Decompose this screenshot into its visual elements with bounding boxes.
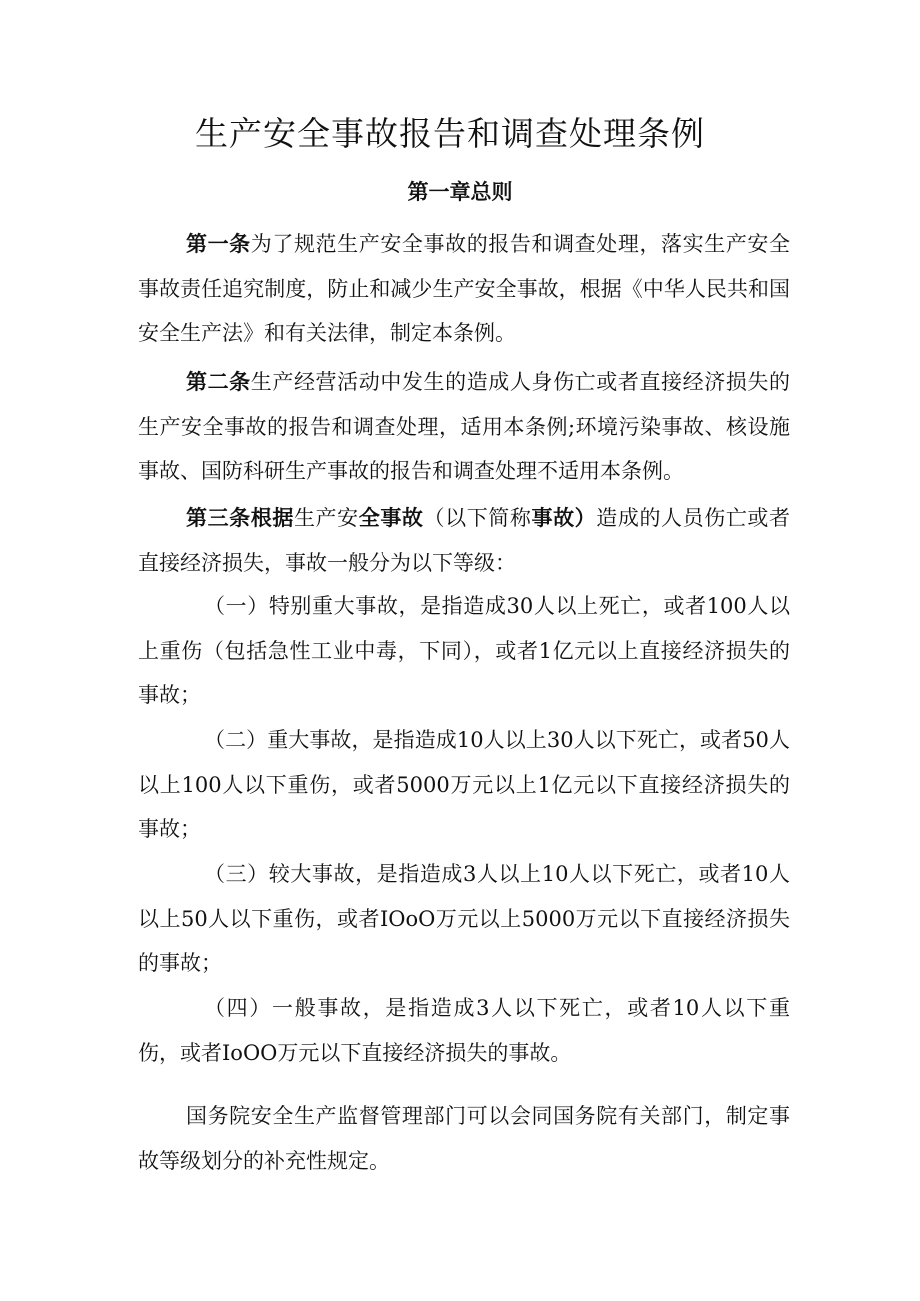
document-title: 生产安全事故报告和调查处理条例 bbox=[195, 114, 705, 153]
article-2-text: 生产经营活动中发生的造成人身伤亡或者直接经济损失的生产安全事故的报告和调查处理，适用本条例;环境污染事故、核设施事故、国防科研生产事故的报告和调查处理不适用本条例。 bbox=[138, 370, 791, 483]
article-1-label: 第一条 bbox=[186, 231, 251, 256]
closing-paragraph: 国务院安全生产监督管理部门可以会同国务院有关部门，制定事故等级划分的补充性规定。 bbox=[138, 1104, 790, 1173]
article-1-text: 为了规范生产安全事故的报告和调查处理，落实生产安全事故责任追究制度，防止和减少生产安全事故，根据《中华人民共和国安全生产法》和有关法律，制定本条例。 bbox=[138, 232, 791, 345]
article-3 bbox=[138, 496, 790, 585]
level-item-1: （一）特别重大事故，是指造成30人以上死亡，或者100人以上重伤（包括急性工业中毒，下同），或者1亿元以上直接经济损失的事故； bbox=[138, 594, 790, 707]
article-3-text-b: （以下简称 bbox=[423, 506, 532, 530]
article-3-term-2: 事故） bbox=[531, 505, 597, 530]
article-3-text-a: 生产安 bbox=[293, 506, 359, 530]
article-1 bbox=[138, 222, 790, 356]
article-2 bbox=[138, 360, 790, 494]
level-item-4: （四）一般事故，是指造成3人以下死亡，或者10人以下重伤，或者IoOO万元以下直接经济损失的事故。 bbox=[138, 996, 790, 1065]
article-3-text-c: 造成的人员伤亡或者直接经济损失，事故一般分为以下等级： bbox=[138, 506, 791, 575]
level-item-3: （三）较大事故，是指造成3人以上10人以下死亡，或者10人以上50人以下重伤，或者IOoO万元以上5000万元以下直接经济损失的事故； bbox=[138, 862, 790, 975]
article-3-term-1: 全事故 bbox=[358, 505, 424, 530]
article-2-label: 第二条 bbox=[186, 369, 251, 394]
level-item-2: （二）重大事故，是指造成10人以上30人以下死亡，或者50人以上100人以下重伤，或者5000万元以上1亿元以下直接经济损失的事故； bbox=[138, 728, 790, 841]
chapter-heading: 第一章总则 bbox=[407, 179, 513, 204]
article-3-label: 第三条根据 bbox=[186, 505, 294, 530]
